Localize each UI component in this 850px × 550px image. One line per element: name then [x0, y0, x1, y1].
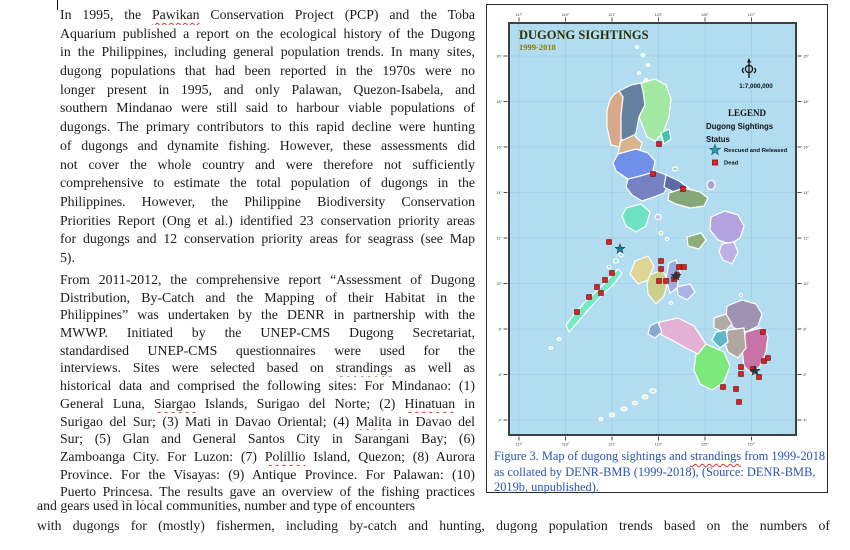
- body-text-line: historical data and comprised the following sites: For Mindanao: (1): [60, 378, 475, 394]
- island-camiguin: [739, 294, 742, 297]
- svg-text:119°: 119°: [561, 442, 570, 447]
- dead-sighting-marker: [739, 372, 744, 377]
- svg-text:18°: 18°: [496, 99, 502, 104]
- body-text-line: Sur; (5) Glan and General Santos City in Sarangani Bay; (6): [60, 431, 475, 447]
- legend-item-label: Rescued and Released: [724, 148, 788, 155]
- dead-sighting-marker: [659, 267, 664, 272]
- spellcheck-word: Hinatuan: [404, 395, 456, 411]
- body-line-fullwidth: with dugongs for (mostly) fishermen, including by-catch and hunting, dugong population trends based on the numbers of: [37, 518, 830, 533]
- islet: [665, 238, 669, 241]
- body-text-line: In 1995, the Pawikan Conservation Project (PCP) and the Toba: [60, 7, 475, 22]
- body-text-line: dugongs. The primary contributors to this rapid decline were hunting: [60, 119, 475, 135]
- svg-text:123°: 123°: [654, 442, 663, 447]
- body-text-line: southern Mindanao were still said to harbour viable populations of: [60, 100, 475, 116]
- caption-line: Figure 3. Map of dugong sightings and strandings from 1999-2018: [494, 449, 826, 463]
- svg-text:123°: 123°: [654, 13, 663, 17]
- body-text-line: MWWP. Initiated by the UNEP-CMS Dugong Secretariat,: [60, 325, 475, 341]
- dead-sighting-marker: [607, 240, 612, 245]
- spellcheck-word: strandings: [335, 360, 393, 376]
- legend-group-label: Dugong Sightings: [706, 122, 774, 131]
- legend-item-label: Dead: [724, 160, 739, 167]
- caption-line: 2019b, unpublished).: [494, 480, 599, 495]
- island-catanduanes: [707, 181, 715, 190]
- island-polillo: [673, 167, 678, 171]
- svg-text:4°: 4°: [498, 418, 502, 423]
- svg-text:14°: 14°: [803, 190, 809, 195]
- dead-sighting-marker: [664, 279, 669, 284]
- svg-text:121°: 121°: [608, 13, 616, 17]
- map-title: DUGONG SIGHTINGS: [519, 28, 649, 42]
- dead-sighting-marker: [737, 400, 742, 405]
- legend-heading: LEGEND: [727, 108, 767, 118]
- dead-sighting-marker: [677, 265, 682, 270]
- svg-text:12°: 12°: [496, 236, 502, 241]
- body-text-line: Philippines. However, the Philippine Biodiversity Conservation: [60, 193, 475, 209]
- svg-text:125°: 125°: [701, 13, 709, 17]
- body-text-line: Puerto Princesa. The results gave an overview of the fishing practices: [60, 484, 475, 500]
- dead-sighting-marker: [734, 387, 739, 392]
- body-text-line: Province. For the Visayas: (9) Antique Province. For Palawan: (10): [60, 466, 475, 482]
- island-marinduque: [655, 214, 661, 219]
- body-text-line: Priorities Report (Ong et al.) identified 23 conservation priority areas: [60, 212, 475, 228]
- dead-sighting-marker: [739, 365, 744, 370]
- svg-text:6°: 6°: [498, 372, 502, 377]
- spellcheck-word: Polillio: [264, 448, 306, 464]
- islet: [557, 338, 561, 341]
- dead-sighting-marker: [610, 271, 615, 276]
- svg-text:117°: 117°: [515, 13, 523, 17]
- body-text-line: comprehensive to estimate the total population of dugongs in the: [60, 175, 475, 191]
- svg-text:8°: 8°: [498, 327, 502, 332]
- body-line-wrap: and gears used in local communities, number and type of encounters: [37, 498, 416, 513]
- map-scale: 1:7,000,000: [739, 83, 773, 90]
- body-text-line: Surigao del Sur; (3) Mati in Davao Oriental; (4) Malita in Davao del: [60, 413, 475, 429]
- map-subtitle: 1999-2018: [519, 42, 556, 52]
- paragraph-1: [60, 6, 475, 268]
- islet: [641, 54, 645, 57]
- dead-sighting-marker: [657, 279, 662, 284]
- island-siquijor: [669, 302, 673, 305]
- body-text-line: From 2011-2012, the comprehensive report “Assessment of Dugong: [60, 272, 475, 287]
- caption-line: as collated by DENR-BMB (1999-2018), (Source: DENR-BMB,: [494, 464, 816, 479]
- legend-status-label: Status: [706, 135, 730, 144]
- dead-sighting-marker: [651, 172, 656, 177]
- dead-sighting-marker: [761, 330, 766, 335]
- spellcheck-word: Siargao: [153, 395, 196, 411]
- dead-sighting-marker: [603, 278, 608, 283]
- text-cursor: [57, 0, 58, 10]
- islet: [621, 407, 627, 411]
- islet: [642, 395, 648, 399]
- body-text-line: not cover the whole country and were therefore not sufficiently: [60, 156, 475, 172]
- svg-text:10°: 10°: [803, 281, 809, 286]
- legend-square-icon: [713, 160, 718, 165]
- islet: [607, 265, 611, 268]
- svg-text:119°: 119°: [561, 13, 570, 17]
- body-text-line: of dugongs and dynamite fishing. However, these assessments did: [60, 137, 475, 153]
- svg-text:121°: 121°: [608, 442, 616, 447]
- body-text-line: Philippines” was undertaken by the DENR in partnership with the: [60, 307, 475, 323]
- svg-text:125°: 125°: [701, 442, 709, 447]
- svg-text:8°: 8°: [803, 327, 807, 332]
- dead-sighting-marker: [682, 265, 687, 270]
- svg-text:16°: 16°: [803, 145, 809, 150]
- islet: [599, 418, 603, 421]
- body-text-line: standardised UNEP-CMS questionnaires were used for the: [60, 342, 475, 358]
- svg-text:4°: 4°: [803, 418, 807, 423]
- body-text-line: for dugongs and 12 conservation priority areas for seagrass (see Map: [60, 231, 475, 247]
- dead-sighting-marker: [757, 375, 762, 380]
- svg-text:117°: 117°: [515, 442, 523, 447]
- islet: [619, 253, 623, 256]
- svg-text:20°: 20°: [496, 54, 502, 59]
- dead-sighting-marker: [595, 285, 600, 290]
- dead-sighting-marker: [657, 142, 662, 147]
- island-basilan: [650, 389, 656, 393]
- islet: [549, 347, 553, 350]
- figure-caption: [494, 449, 824, 496]
- dead-sighting-marker: [681, 187, 686, 192]
- islet: [638, 72, 641, 75]
- body-text-line: 5).: [60, 249, 75, 265]
- body-text-line: General Luna, Siargao Islands, Surigao del Norte; (2) Hinatuan in: [60, 395, 475, 411]
- body-text-line: interviews. Sites were selected based on strandings as well as: [60, 360, 475, 376]
- svg-text:127°: 127°: [747, 442, 756, 447]
- spellcheck-word: strandings: [690, 449, 742, 463]
- islet: [659, 231, 663, 235]
- spellcheck-word: Pawikan: [151, 7, 200, 22]
- body-text-line: in the Philippines, including general population trends. In many sites,: [60, 44, 475, 60]
- body-text-line: Distribution, By-Catch and the Mapping of their Habitat in the: [60, 289, 475, 305]
- islet: [646, 64, 649, 67]
- islet: [635, 46, 638, 49]
- svg-text:20°: 20°: [803, 54, 809, 59]
- dead-sighting-marker: [766, 356, 771, 361]
- svg-text:6°: 6°: [803, 372, 807, 377]
- svg-text:12°: 12°: [803, 236, 809, 241]
- svg-text:127°: 127°: [747, 13, 756, 17]
- svg-text:18°: 18°: [803, 99, 809, 104]
- body-text-line: Zamboanga City. For Luzon: (7) Polillio Island, Quezon; (8) Aurora: [60, 448, 475, 464]
- svg-text:14°: 14°: [496, 190, 502, 195]
- spellcheck-word: Princesa: [102, 484, 150, 500]
- dead-sighting-marker: [599, 291, 604, 296]
- dead-sighting-marker: [659, 259, 664, 264]
- body-text-line: dugong populations that had been reported in the 1970s were no: [60, 63, 475, 79]
- svg-text:16°: 16°: [496, 145, 502, 150]
- dead-sighting-marker: [587, 295, 592, 300]
- dugong-sightings-map: [496, 13, 809, 447]
- figure-3-box: [486, 4, 828, 493]
- paragraph-2: [60, 271, 475, 501]
- dead-sighting-marker: [721, 385, 726, 390]
- body-text-line: Aquarium published a report on the ecological history of the Dugong: [60, 25, 475, 41]
- body-text-line: longer present in 1995, and only Palawan, Quezon-Isabela, and: [60, 81, 475, 97]
- islet: [633, 401, 638, 405]
- dead-sighting-marker: [575, 310, 580, 315]
- islet: [614, 259, 619, 263]
- spellcheck-word: Malita: [355, 413, 392, 429]
- islet: [610, 413, 615, 417]
- svg-text:10°: 10°: [496, 281, 502, 286]
